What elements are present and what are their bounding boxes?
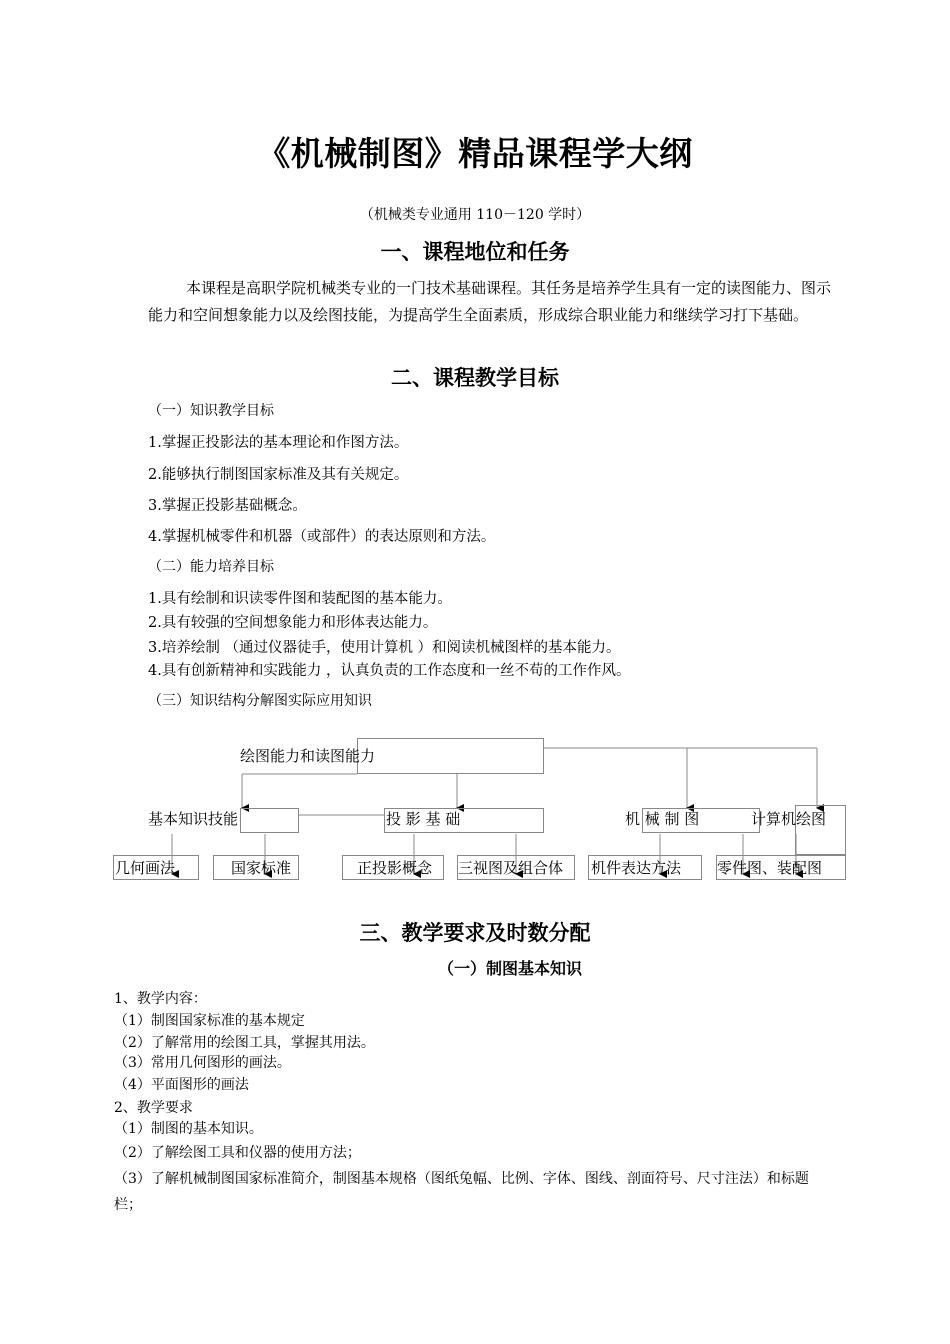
teaching-content-3: （3）常用几何图形的画法。 — [114, 1055, 291, 1071]
diagram-node-basic: 基本知识技能 — [148, 810, 239, 828]
teaching-content-2: （2）了解常用的绘图工具，掌握其用法。 — [114, 1035, 375, 1051]
teaching-content-4: （4）平面图形的画法 — [114, 1077, 249, 1093]
diagram-leaf-representation: 机件表达方法 — [591, 859, 682, 877]
ability-goal-2: 2.具有较强的空间想象能力和形体表达能力。 — [148, 615, 438, 631]
knowledge-goal-4: 4.掌握机械零件和机器（或部件）的表达原则和方法。 — [148, 529, 496, 545]
section-heading-3: 三、教学要求及时数分配 — [359, 921, 591, 945]
teaching-content-heading: 1、教学内容： — [114, 991, 207, 1007]
subsection-drawing-basics: （一）制图基本知识 — [437, 959, 582, 978]
teaching-requirement-1: （1）制图的基本知识。 — [114, 1121, 263, 1137]
teaching-requirement-3: （3）了解机械制图国家标准简介，制图基本规格（图纸兔幅、比例、字体、图线、剖面符号、尺寸注法）和标题栏； — [114, 1171, 809, 1213]
section-1-body: 本课程是高职学院机械类专业的一门技术基础课程。其任务是培养学生具有一定的读图能力、图示能力和空间想象能力以及绘图技能，为提高学生全面素质，形成综合职业能力和继续学习打下基础。 — [148, 279, 832, 324]
diagram-root-box — [357, 738, 544, 774]
knowledge-goal-1: 1.掌握正投影法的基本理论和作图方法。 — [148, 435, 409, 451]
knowledge-goal-3: 3.掌握正投影基础概念。 — [148, 498, 307, 514]
diagram-node-mech: 机 械 制 图 — [625, 810, 700, 828]
diagram-leaf-three-views: 三视图及组合体 — [458, 859, 564, 877]
ability-goal-4: 4.具有创新精神和实践能力 ，认真负责的工作态度和一丝不苟的工作作风。 — [148, 663, 631, 679]
diagram-leaf-orthographic: 正投影概念 — [357, 859, 433, 877]
diagram-root-label: 绘图能力和读图能力 — [240, 747, 376, 765]
ability-goal-1: 1.具有绘制和识读零件图和装配图的基本能力。 — [148, 591, 452, 607]
subsection-ability-goals: （二）能力培养目标 — [148, 559, 274, 575]
diagram-node-cad: 计算机绘图 — [751, 810, 827, 828]
teaching-requirements-heading: 2、教学要求 — [114, 1100, 193, 1116]
diagram-node-basic-box — [240, 808, 299, 833]
document-subtitle: （机械类专业通用 110－120 学时） — [359, 207, 591, 223]
diagram-leaf-standard: 国家标准 — [231, 859, 292, 877]
diagram-leaf-part-assembly: 零件图、装配图 — [717, 859, 823, 877]
teaching-content-1: （1）制图国家标准的基本规定 — [114, 1013, 305, 1029]
subsection-knowledge-goals: （一）知识教学目标 — [148, 403, 274, 419]
section-heading-1: 一、课程地位和任务 — [380, 240, 570, 264]
ability-goal-3: 3.培养绘制 （通过仪器徒手，使用计算机 ）和阅读机械图样的基本能力。 — [148, 640, 621, 656]
diagram-node-projection: 投 影 基 础 — [386, 810, 461, 828]
diagram-leaf-geometry: 几何画法 — [115, 859, 176, 877]
subsection-knowledge-structure: （三）知识结构分解图实际应用知识 — [148, 693, 372, 709]
teaching-requirement-2: （2）了解绘图工具和仪器的使用方法； — [114, 1145, 361, 1161]
document-title: 《机械制图》精品课程学大纲 — [257, 134, 693, 173]
knowledge-goal-2: 2.能够执行制图国家标准及其有关规定。 — [148, 467, 409, 483]
section-heading-2: 二、课程教学目标 — [391, 366, 559, 390]
